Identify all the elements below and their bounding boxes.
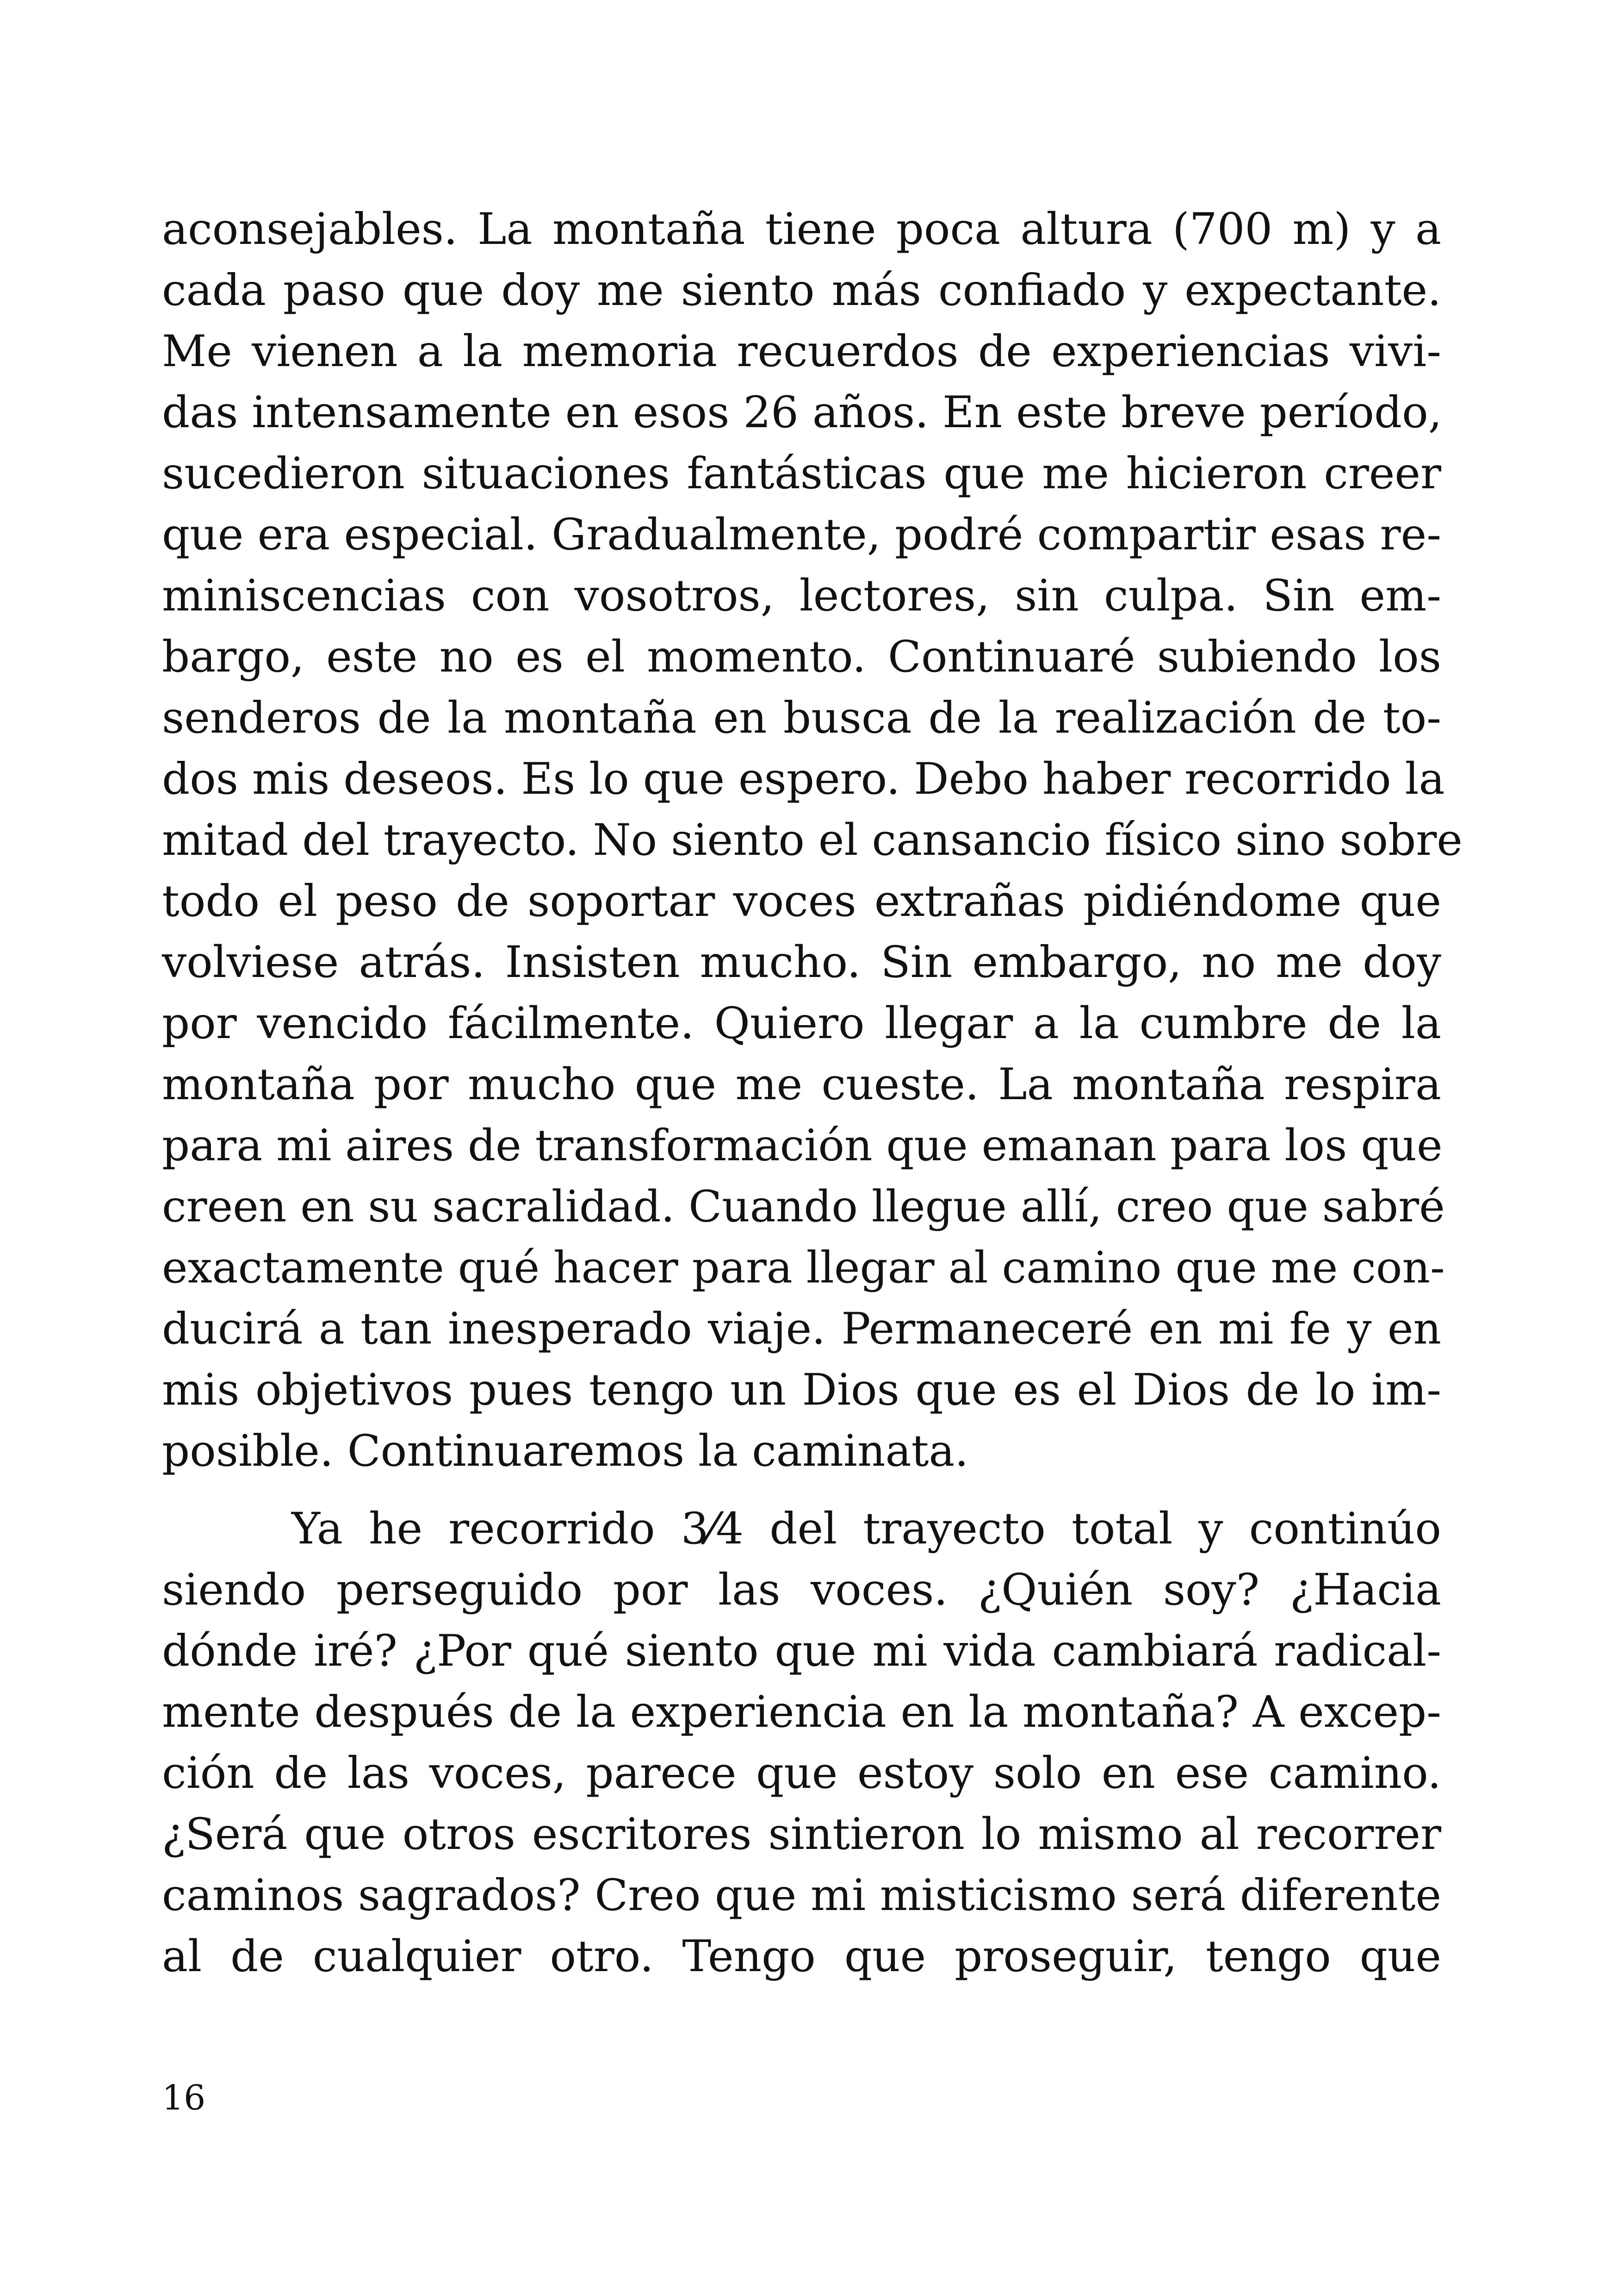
text-line: volviese atrás. Insisten mucho. Sin embargo, no me doy bbox=[162, 937, 1441, 988]
text-line: Ya he recorrido 3⁄4 del trayecto total y continúo bbox=[291, 1504, 1441, 1554]
text-line: todo el peso de soportar voces extrañas pidiéndome que bbox=[162, 876, 1441, 927]
body-text bbox=[162, 199, 1463, 1987]
text-line: dos mis deseos. Es lo que espero. Debo haber recorrido la bbox=[162, 754, 1445, 804]
text-line: para mi aires de transformación que emanan para los que bbox=[162, 1120, 1443, 1171]
text-line: mis objetivos pues tengo un Dios que es el Dios de lo im- bbox=[162, 1365, 1441, 1415]
text-line: que era especial. Gradualmente, podré compartir esas re- bbox=[162, 510, 1441, 560]
text-line: Me vienen a la memoria recuerdos de experiencias vivi- bbox=[162, 326, 1441, 377]
text-line: siendo perseguido por las voces. ¿Quién soy? ¿Hacia bbox=[162, 1565, 1441, 1615]
text-line: senderos de la montaña en busca de la realización de to- bbox=[162, 693, 1441, 743]
text-line: sucedieron situaciones fantásticas que me hicieron creer bbox=[162, 448, 1441, 499]
text-line: exactamente qué hacer para llegar al camino que me con- bbox=[162, 1243, 1445, 1293]
text-line: al de cualquier otro. Tengo que proseguir, tengo que bbox=[162, 1931, 1441, 1982]
text-line: mitad del trayecto. No siento el cansancio físico sino sobre bbox=[162, 815, 1463, 865]
text-line: creen en su sacralidad. Cuando llegue allí, creo que sabré bbox=[162, 1182, 1445, 1232]
text-line: ¿Será que otros escritores sintieron lo mismo al recorrer bbox=[162, 1809, 1441, 1860]
text-line: miniscencias con vosotros, lectores, sin culpa. Sin em- bbox=[162, 571, 1441, 621]
text-line: caminos sagrados? Creo que mi misticismo será diferente bbox=[162, 1870, 1441, 1921]
text-line: bargo, este no es el momento. Continuaré subiendo los bbox=[162, 632, 1441, 682]
text-line: dónde iré? ¿Por qué siento que mi vida cambiará radical- bbox=[162, 1626, 1441, 1676]
text-line: cada paso que doy me siento más confiado y expectante. bbox=[162, 265, 1441, 316]
text-line: mente después de la experiencia en la montaña? A excep- bbox=[162, 1687, 1441, 1737]
text-line: ción de las voces, parece que estoy solo en ese camino. bbox=[162, 1748, 1441, 1798]
paragraph-gap bbox=[162, 1482, 1441, 1499]
text-line: montaña por mucho que me cueste. La montaña respira bbox=[162, 1059, 1441, 1110]
text-line: aconsejables. La montaña tiene poca altura (700 m) y a bbox=[162, 204, 1441, 255]
page-number: 16 bbox=[162, 2078, 206, 2118]
text-line: posible. Continuaremos la caminata. bbox=[162, 1426, 969, 1476]
text-line: das intensamente en esos 26 años. En este breve período, bbox=[162, 387, 1442, 438]
text-line: por vencido fácilmente. Quiero llegar a la cumbre de la bbox=[162, 998, 1441, 1049]
text-line: ducirá a tan inesperado viaje. Permaneceré en mi fe y en bbox=[162, 1304, 1441, 1354]
